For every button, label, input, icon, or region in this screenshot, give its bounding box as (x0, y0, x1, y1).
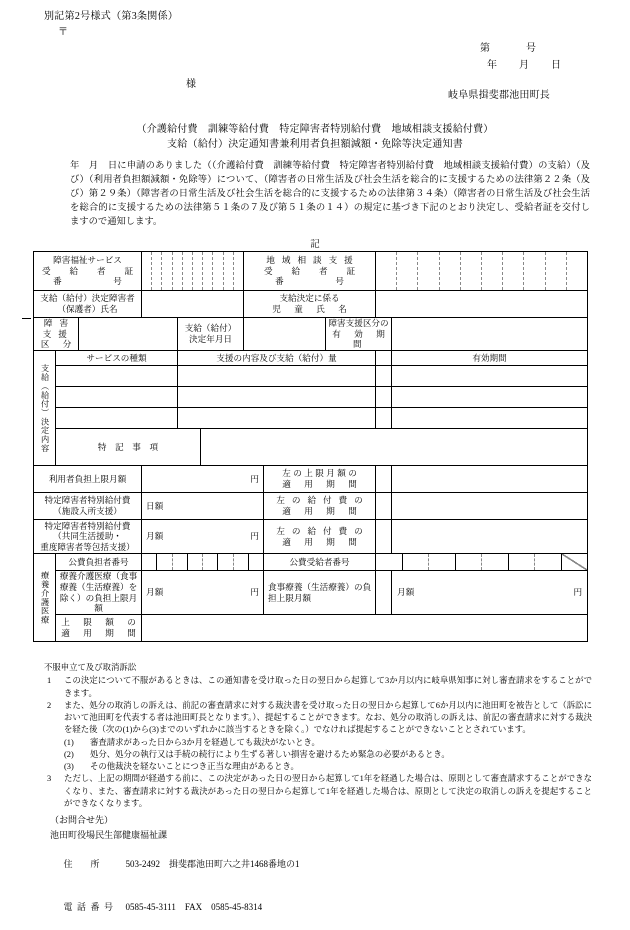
table-row-remarks (34, 429, 588, 466)
special-benefit-group-yen: 円 (250, 531, 260, 542)
contact-phone-label: 電話番号 (63, 902, 118, 913)
cap-apply-period-input[interactable] (142, 615, 588, 642)
table-row-medical-cap (34, 571, 588, 615)
table-row-service-2 (34, 387, 588, 408)
addressee-honorific: 様 (186, 79, 196, 90)
decision-date-input[interactable] (244, 318, 326, 351)
medical-care-vertical-label: 療養介護医療 (34, 554, 56, 642)
table-row-special-benefit-facility (34, 493, 588, 520)
service-type-input-1[interactable] (56, 366, 178, 387)
child-name-input[interactable] (376, 291, 588, 318)
disability-category-label: 障 害 支 援 区 分 (34, 318, 79, 351)
contact-phone (50, 886, 300, 930)
appeal-item-3-number: 3 (47, 774, 52, 784)
user-burden-cap-input[interactable] (142, 466, 264, 493)
recipient-cert-left-number-input[interactable] (142, 252, 244, 291)
service-type-input-3[interactable] (56, 408, 178, 429)
meal-care-cap-unit: 月額 (397, 587, 415, 598)
contact-heading: （お問合せ先） (50, 815, 114, 825)
category-valid-period-input[interactable] (392, 318, 588, 351)
intro-paragraph (44, 160, 590, 230)
recipient-cert-left-label: 障害福祉サービス 受 給 者 証 番 号 (34, 252, 142, 291)
special-benefit-group-input[interactable] (142, 520, 264, 554)
support-content-input-1[interactable] (178, 366, 376, 387)
cap-period-label: 左の上限月額の 適 用 期 間 (264, 466, 376, 493)
title-line-2: 支給（給付）決定通知書兼利用者負担額減額・免除等決定通知書 (167, 139, 463, 150)
document-number-suffix: 号 (526, 43, 536, 54)
contact-block (50, 813, 300, 930)
appeal-subitem-3-text: その他裁決を経ないことにつき正当な理由があるとき。 (90, 762, 299, 772)
appeal-subitem-3 (44, 761, 592, 773)
service-spacer-1 (376, 366, 392, 387)
service-type-input-2[interactable] (56, 387, 178, 408)
decision-content-vertical-label: 支給（給付）決定内容 (34, 351, 56, 466)
appeal-item-1-text: この決定について不服があるときは、この通知書を受け取った日の翌日から起算して3か月以内に岐阜県知事に対し審査請求をすることができます。 (64, 676, 592, 698)
contact-address-value: 503-2492 揖斐郡池田町六之井1468番地の1 (125, 858, 300, 869)
table-row-service-1 (34, 366, 588, 387)
table-row-special-benefit-group (34, 520, 588, 554)
service-header-spacer (376, 351, 392, 366)
public-payer-number-input[interactable] (142, 554, 264, 571)
benefit-period-spacer-1 (376, 493, 392, 520)
cap-period-spacer (376, 466, 392, 493)
benefit-period-input-2[interactable] (392, 520, 588, 554)
title-line-1: （介護給付費 訓練等給付費 特定障害者特別給付費 地域相談支援給付費） (136, 124, 494, 135)
main-form-table (33, 251, 587, 642)
table-row-user-burden-cap (34, 466, 588, 493)
special-benefit-group-label: 特定障害者特別給付費 （共同生活援助・ 重度障害者等包括支援） (34, 520, 142, 554)
contact-address-label: 住 所 (63, 858, 105, 869)
beneficiary-name-label: 支給（給付）決定障害者 （保護者）氏名 (34, 291, 142, 318)
service-spacer-2 (376, 387, 392, 408)
appeal-subitem-1-text: 審査請求があった日から3か月を経過しても裁決がないとき。 (90, 737, 320, 747)
meal-care-cap-input[interactable] (392, 571, 588, 615)
table-row-service-3 (34, 408, 588, 429)
meal-care-cap-yen: 円 (573, 587, 583, 598)
user-burden-cap-label: 利用者負担上限月額 (34, 466, 142, 493)
benefit-period-label-1: 左 の 給 付 費 の 適 用 期 間 (264, 493, 376, 520)
left-edge-tick (22, 318, 31, 319)
medical-cap-yen: 円 (250, 587, 260, 598)
postal-code-mark: 〒 (58, 27, 68, 38)
benefit-period-input-1[interactable] (392, 493, 588, 520)
appeal-heading: 不服申立て及び取消訴訟 (44, 663, 137, 672)
table-row-service-header (34, 351, 588, 366)
special-benefit-facility-label: 特定障害者特別給付費 （施設入所支援） (34, 493, 142, 520)
decision-date-label: 支給（給付） 決定年月日 (178, 318, 244, 351)
meal-care-cap-label: 食事療養（生活療養）の負 担上限月額 (264, 571, 376, 615)
valid-period-input-3[interactable] (392, 408, 588, 429)
special-benefit-facility-input[interactable] (142, 493, 264, 520)
benefit-period-label-2: 左 の 給 付 費 の 適 用 期 間 (264, 520, 376, 554)
table-row-names (34, 291, 588, 318)
date-day-label: 日 (551, 60, 561, 71)
issuer-name: 岐阜県揖斐郡池田町長 (448, 90, 550, 101)
appeal-item-2-number: 2 (47, 700, 52, 710)
document-number-prefix: 第 (480, 43, 490, 54)
table-row-cap-apply-period (34, 615, 588, 642)
valid-period-input-1[interactable] (392, 366, 588, 387)
appeal-item-3 (44, 773, 592, 810)
appeal-item-1 (44, 675, 592, 700)
appeal-subitem-2 (44, 749, 592, 761)
public-recipient-number-label: 公費受給者番号 (264, 554, 376, 571)
table-row-public-payer-number (34, 554, 588, 571)
appeal-item-2-text: また、処分の取消しの訴えは、前記の審査請求に対する裁決書を受け取った日の翌日から起算して6か月以内に池田町を被告として（訴訟において池田町を代表する者は池田町長となります。）、提起することができます。なお、処分の取消しの訴えは、前記の審査請求に対する裁決を経た後（次の(1)から(3)までのいずれかに該当するときを除く。）でなければ提起することができないこととされています。 (64, 700, 592, 735)
date-month-label: 月 (519, 60, 529, 71)
contact-address (50, 842, 300, 886)
medical-cap-input[interactable] (142, 571, 264, 615)
appeal-subitem-2-text: 処分、処分の執行又は手続の続行により生ずる著しい損害を避けるため緊急の必要があるとき。 (90, 749, 450, 759)
disability-category-input[interactable] (79, 318, 178, 351)
appeal-subitem-1 (44, 737, 592, 749)
ki-marker: 記 (310, 240, 320, 250)
medical-cap-label: 療養介護医療（食事 療養（生活療養）を 除く）の負担上限月 額 (56, 571, 142, 615)
recipient-cert-right-label: 地 域 相 談 支 援 受 給 者 証 番 号 (244, 252, 376, 291)
service-spacer-3 (376, 408, 392, 429)
intro-text: 年 月 日に申請のありました（（介護給付費 訓練等給付費 特定障害者特別給付費 地域相談支援給付費）の支給）（及び）（利用者負担額減額・免除等）について、（障害者の日常生活及び社会生活を総合的に支援するための法律第２２条（及び）第２９条）（障害者の日常生活及び社会生活を総合的に支援するための法律第３４条）（障害者の日常生活及び社会生活を総合的に支援するための法律第５１条の７及び第５１条の１４）の規定に基づき下記のとおり決定し、受給者証を交付しますので通知します。 (70, 161, 590, 227)
document-number (480, 42, 590, 56)
contact-phone-value: 0585-45-3111 FAX 0585-45-8314 (125, 902, 263, 913)
appeal-item-2 (44, 700, 592, 737)
remarks-label: 特 記 事 項 (56, 429, 201, 466)
service-type-header: サービスの種類 (56, 351, 178, 366)
recipient-cert-right-number-input[interactable] (376, 252, 588, 291)
form-code: 別記第2号様式（第3条関係） (44, 11, 179, 22)
public-payer-number-label: 公費負担者番号 (56, 554, 142, 571)
document-date (487, 59, 597, 73)
special-benefit-facility-unit: 日額 (146, 500, 164, 511)
cap-apply-period-label: 上 限 額 の 適 用 期 間 (56, 615, 142, 642)
appeal-notes (44, 662, 592, 810)
support-content-input-2[interactable] (178, 387, 376, 408)
appeal-subitem-2-number: (2) (64, 749, 74, 759)
appeal-subitem-1-number: (1) (64, 737, 74, 747)
cap-period-input[interactable] (392, 466, 588, 493)
contact-office: 池田町役場民生部健康福祉課 (50, 829, 168, 840)
public-recipient-number-input[interactable] (376, 554, 588, 571)
support-content-header: 支援の内容及び支給（給付）量 (178, 351, 376, 366)
appeal-subitem-3-number: (3) (64, 762, 74, 772)
special-benefit-group-unit: 月額 (146, 531, 164, 542)
appeal-item-1-number: 1 (47, 676, 52, 686)
valid-period-header: 有効期間 (392, 351, 588, 366)
benefit-period-spacer-2 (376, 520, 392, 554)
beneficiary-name-input[interactable] (142, 291, 244, 318)
medical-cap-unit: 月額 (146, 587, 164, 598)
child-name-label: 支給決定に係る 児 童 氏 名 (244, 291, 376, 318)
appeal-item-3-text: ただし、上記の期間が経過する前に、この決定があった日の翌日から起算して1年を経過した場合は、原則として審査請求することができなくなり、また、審査請求に対する裁決があった日の翌日から起算して1年を経過した場合は、原則として決定の取消しの訴えを提起することができなくなります。 (64, 774, 592, 808)
meal-care-cap-spacer (376, 571, 392, 615)
valid-period-input-2[interactable] (392, 387, 588, 408)
category-valid-period-label: 障害支援区分の 有 効 期 間 (326, 318, 392, 351)
user-burden-cap-yen: 円 (250, 473, 260, 484)
date-year-label: 年 (487, 60, 497, 71)
support-content-input-3[interactable] (178, 408, 376, 429)
table-row-disability-category (34, 318, 588, 351)
table-row-recipient-cert (34, 252, 588, 291)
remarks-input[interactable] (201, 429, 588, 466)
